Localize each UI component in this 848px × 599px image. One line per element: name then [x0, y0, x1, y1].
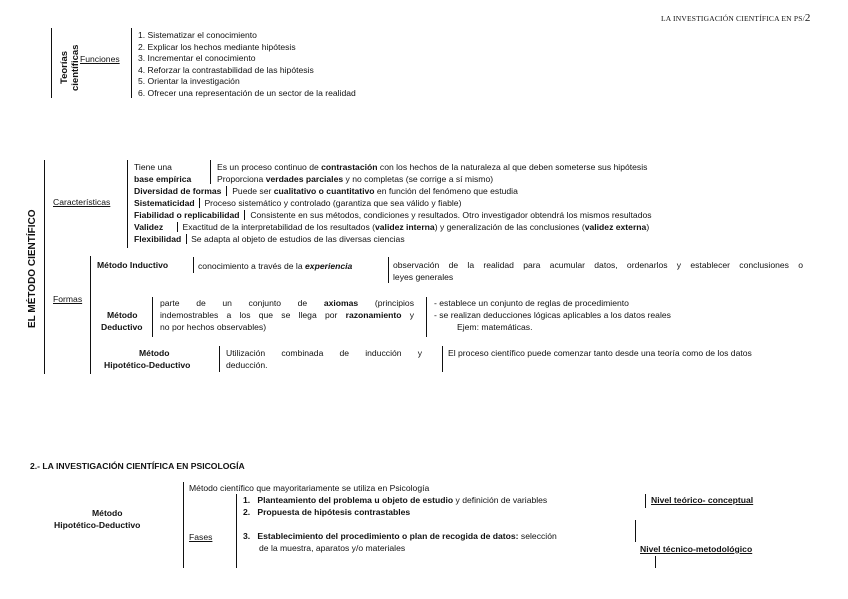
caracteristica-name: base empírica	[134, 174, 192, 184]
funcion-item: 3. Incrementar el conocimiento	[138, 53, 256, 64]
running-header	[661, 13, 811, 25]
divider-line	[210, 160, 211, 184]
metodo-bracket-line	[44, 160, 45, 374]
funciones-label: Funciones	[80, 54, 120, 64]
inductivo-obs: observación de la realidad para acumular datos, ordenarlos y establecer conclusiones o	[393, 260, 803, 270]
fase-item: 2. Propuesta de hipótesis contrastables	[243, 507, 411, 517]
deductivo-desc: no por hechos observables)	[160, 322, 267, 332]
section-2-title: 2.- LA INVESTIGACIÓN CIENTÍFICA EN PSICOLOGÍA	[30, 461, 245, 471]
hipotetico-name: Método	[139, 348, 170, 358]
cientificas-label: científicas	[70, 44, 81, 91]
funcion-item: 4. Reforzar la contrastabilidad de las hipótesis	[138, 64, 314, 75]
caracteristicas-bracket-line	[127, 160, 128, 248]
hipotetico-desc-2: deducción.	[226, 360, 268, 370]
divider-line	[219, 346, 220, 372]
caracteristica-row: Fiabilidad o replicabilidad Consistente en sus métodos, condiciones y resultados. Otro investigador obtendrá los mismos resultados	[134, 210, 652, 220]
teorias-label: Teorías	[59, 50, 70, 84]
method-bracket-line	[183, 482, 184, 568]
caracteristica-name: Tiene una	[134, 162, 172, 172]
divider-line	[442, 346, 443, 372]
section2-method-name: Método	[92, 508, 123, 518]
page-number: 2	[804, 12, 811, 24]
divider-line	[193, 257, 194, 273]
deductivo-rule: - se realizan deducciones lógicas aplicables a los datos reales	[434, 310, 671, 320]
fase-item: 1. Planteamiento del problema u objeto de estudio y definición de variables	[243, 495, 548, 505]
deductivo-example: Ejem: matemáticas.	[457, 322, 533, 332]
metodo-cientifico-title: EL MÉTODO CIENTÍFICO	[27, 209, 38, 328]
divider-line	[426, 297, 427, 337]
inductivo-desc: conocimiento a través de la experiencia	[198, 261, 353, 271]
formas-label: Formas	[53, 294, 83, 304]
deductivo-desc: indemostrables a los que se llega por razonamiento y	[160, 310, 415, 320]
deductivo-desc: parte de un conjunto de axiomas (principios	[160, 298, 414, 308]
caracteristica-row: Diversidad de formas Puede ser cualitativo o cuantitativo en función del fenómeno que estudia	[134, 186, 518, 196]
divider-line	[152, 297, 153, 337]
nivel-bracket-line	[645, 494, 646, 508]
divider-line	[388, 257, 389, 283]
header-title: LA INVESTIGACIÓN CIENTÍFICA EN PS/	[661, 14, 805, 23]
funcion-item: 5. Orientar la investigación	[138, 76, 240, 87]
section2-intro: Método científico que mayoritariamente se utiliza en Psicología	[189, 483, 430, 493]
caracteristica-row: Sistematicidad Proceso sistemático y controlado (garantiza que sea válido y fiable)	[134, 198, 462, 208]
section2-method-name-2: Hipotético-Deductivo	[54, 520, 141, 530]
nivel-bracket-line	[635, 520, 636, 542]
hipotetico-name-2: Hipotético-Deductivo	[104, 360, 191, 370]
hipotetico-desc: Utilización combinada de inducción y	[226, 348, 422, 358]
funciones-bracket-line	[131, 28, 132, 98]
fase-item-line2: de la muestra, aparatos y/o materiales	[259, 543, 406, 553]
caracteristica-row: Validez Exactitud de la interpretabilidad de los resultados (validez interna) y generalización de las conclusiones (validez externa)	[134, 222, 650, 232]
funcion-item: 6. Ofrecer una representación de un sector de la realidad	[138, 87, 356, 98]
nivel-tecnico: Nivel técnico-metodológico	[640, 544, 753, 554]
inductivo-name: Método Inductivo	[97, 260, 169, 270]
caracteristica-desc: Es un proceso continuo de contrastación con los hechos de la naturaleza al que deben someterse sus hipótesis	[217, 162, 648, 172]
fases-bracket-line	[236, 494, 237, 568]
deductivo-name: Método	[107, 310, 138, 320]
inductivo-obs-2: leyes generales	[393, 272, 454, 282]
funciones-list	[138, 30, 356, 100]
funcion-item: 2. Explicar los hechos mediante hipótesis	[138, 41, 296, 52]
teorias-bracket-line	[51, 28, 52, 98]
caracteristicas-label: Características	[53, 197, 111, 207]
caracteristica-desc: Proporciona verdades parciales y no completas (se corrige a sí mismo)	[217, 174, 494, 184]
nivel-teorico: Nivel teórico- conceptual	[651, 495, 754, 505]
funcion-item: 1. Sistematizar el conocimiento	[138, 30, 257, 40]
fases-label: Fases	[189, 532, 213, 542]
hipotetico-right: El proceso científico puede comenzar tanto desde una teoría como de los datos	[448, 348, 752, 358]
deductivo-name-2: Deductivo	[101, 322, 143, 332]
formas-bracket-line	[90, 256, 91, 374]
nivel-bracket-line	[655, 556, 656, 568]
deductivo-rule: - establece un conjunto de reglas de procedimiento	[434, 298, 629, 308]
caracteristica-row: Flexibilidad Se adapta al objeto de estudios de las diversas ciencias	[134, 234, 405, 244]
fase-item: 3. Establecimiento del procedimiento o plan de recogida de datos: selección	[243, 531, 557, 541]
